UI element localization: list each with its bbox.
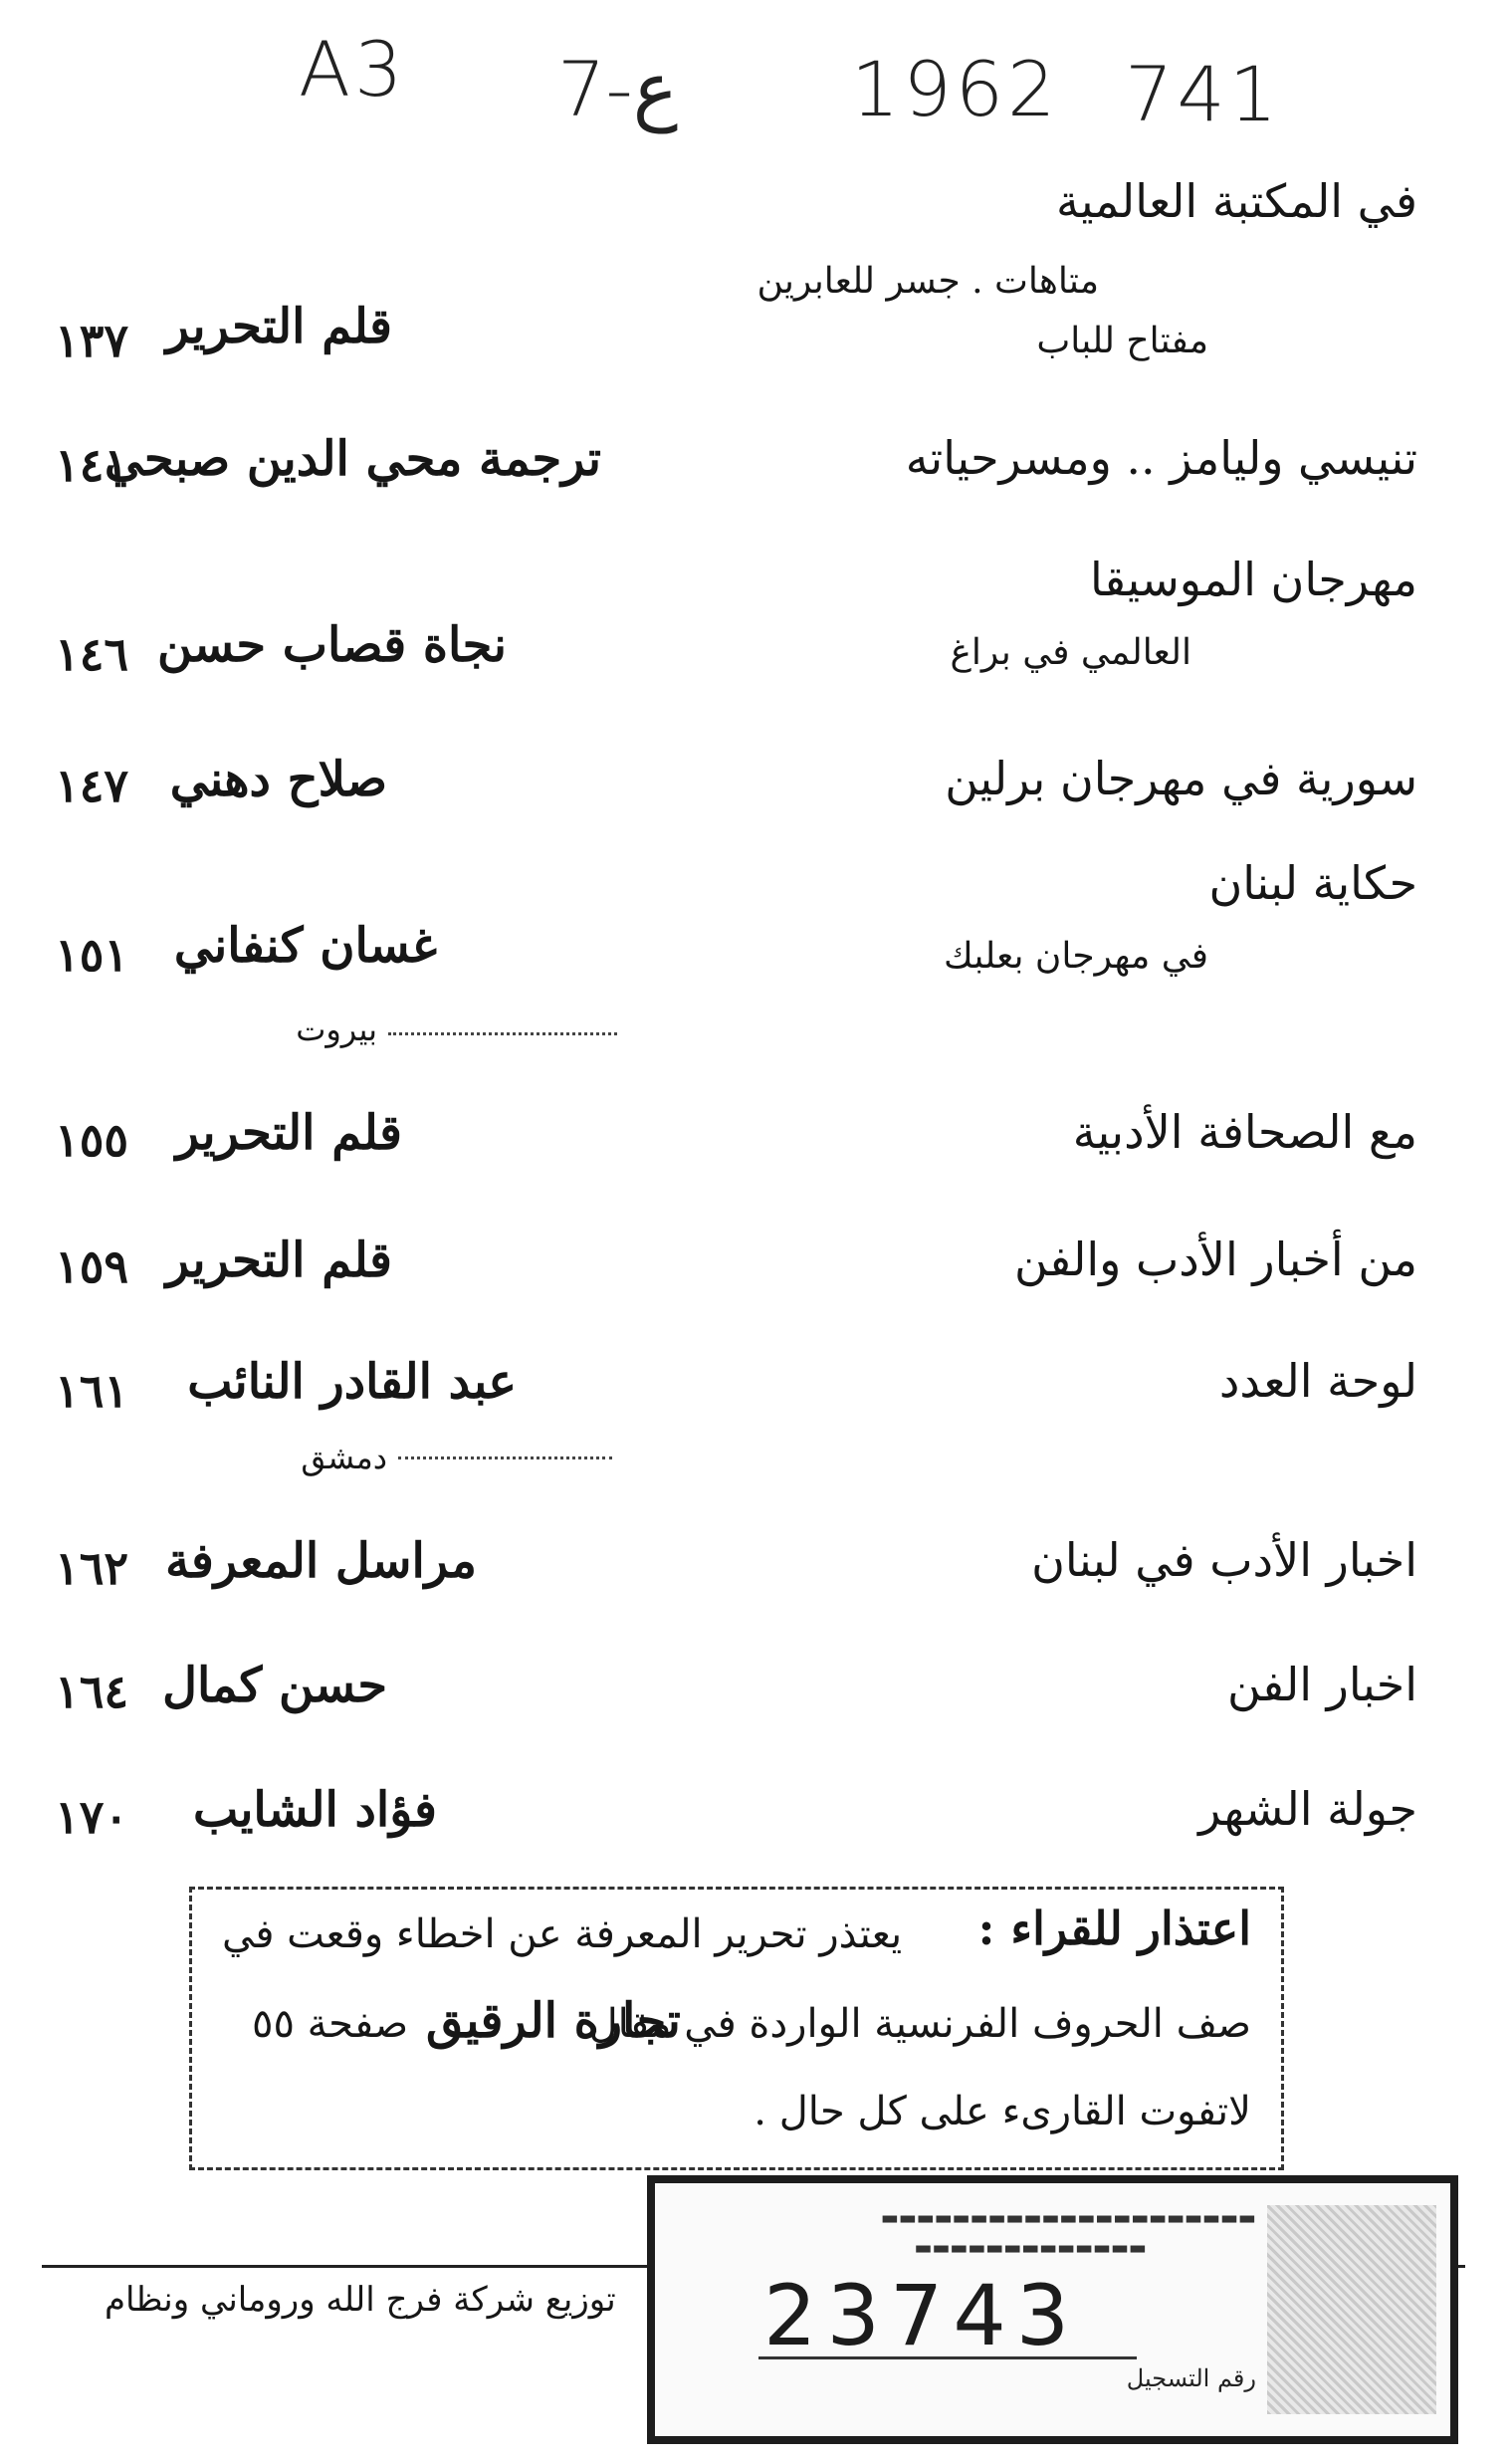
registration-label: رقم التسجيل: [1126, 2364, 1256, 2392]
entry-page: ١٥١: [55, 928, 129, 982]
apology-line-3: لاتفوت القارىء على كل حال .: [754, 2089, 1251, 2134]
entry-title: تنيسي وليامز .. ومسرحياته: [905, 431, 1417, 485]
entry-title: مهرجان الموسيقا: [1090, 553, 1417, 606]
entry-author: عبد القادر النائب: [187, 1354, 517, 1410]
entry-author: صلاح دهني: [169, 752, 387, 807]
entry-page: ١٥٥: [55, 1113, 129, 1167]
apology-line-2-part-b: صفحة ٥٥: [252, 2001, 409, 2047]
entry-title: اخبار الفن: [1226, 1658, 1417, 1711]
entry-title: سورية في مهرجان برلين: [945, 752, 1417, 805]
dotted-leader: [388, 1032, 617, 1035]
entry-page: ١٤٦: [55, 627, 129, 681]
entry-title: من أخبار الأدب والفن: [1014, 1232, 1417, 1286]
stamp-underline: [758, 2356, 1137, 2359]
apology-line-2-part-a: صف الحروف الفرنسية الواردة في مقال: [588, 2001, 1251, 2047]
stamp-body: [669, 2197, 1266, 2421]
entry-page: ١٤١: [55, 438, 129, 492]
entry-page: ١٥٩: [55, 1239, 129, 1293]
entry-subtitle: في مهرجان بعلبك: [943, 936, 1208, 977]
catalog-code-a3: A3: [299, 25, 407, 113]
readers-apology-box: [189, 1887, 1284, 2170]
entry-title: حكاية لبنان: [1208, 856, 1417, 910]
entry-title: متاهات . جسر للعابرين: [756, 261, 1099, 302]
entry-title: لوحة العدد: [1218, 1354, 1417, 1408]
entry-place: دمشق: [301, 1439, 387, 1476]
entry-author: قلم التحرير: [165, 1232, 392, 1288]
apology-article-title: تجارة الرقيق: [426, 1993, 681, 2049]
entry-author: حسن كمال: [162, 1658, 387, 1713]
entry-author: قلم التحرير: [175, 1105, 402, 1161]
stamp-printed-text: ▬▬▬▬▬▬▬▬▬▬▬▬▬▬▬▬▬▬▬▬▬: [881, 2207, 1256, 2229]
entry-page: ١٦٤: [55, 1665, 129, 1718]
stamp-printed-text: ▬▬▬▬▬▬▬▬▬▬▬▬▬: [914, 2237, 1147, 2259]
entry-author: مراسل المعرفة: [165, 1533, 477, 1589]
entry-title: اخبار الأدب في لبنان: [1031, 1533, 1417, 1587]
apology-line-1: يعتذر تحرير المعرفة عن اخطاء وقعت في: [222, 1911, 903, 1957]
entry-page: ١٦٢: [55, 1541, 129, 1595]
entry-author: ترجمة محي الدين صبحي: [104, 431, 601, 487]
entry-subtitle: العالمي في براغ: [950, 632, 1191, 673]
entry-subtitle: مفتاح للباب: [1036, 321, 1208, 361]
entry-place: بيروت: [296, 1010, 377, 1048]
registration-number: 23743: [763, 2267, 1080, 2364]
library-stamp: [647, 2175, 1458, 2444]
entry-title: مع الصحافة الأدبية: [1072, 1105, 1417, 1159]
entry-page: ١٤٧: [55, 759, 129, 812]
catalog-code-section: 7-ع: [557, 45, 679, 133]
entry-page: ١٣٧: [55, 314, 129, 367]
dotted-leader: [398, 1456, 612, 1459]
entry-page: ١٧٠: [55, 1790, 129, 1844]
apology-heading: اعتذار للقراء :: [977, 1902, 1251, 1955]
catalog-number: 741: [1125, 50, 1282, 138]
entry-page: ١٦١: [55, 1364, 129, 1418]
section-title: في المكتبة العالمية: [1056, 174, 1417, 228]
entry-author: قلم التحرير: [165, 299, 392, 354]
catalog-year: 1962: [851, 45, 1060, 133]
entry-title: جولة الشهر: [1198, 1782, 1417, 1836]
distribution-note: توزيع شركة فرج الله وروماني ونظام: [105, 2280, 616, 2320]
entry-author: فؤاد الشايب: [192, 1782, 437, 1838]
entry-author: نجاة قصاب حسن: [157, 617, 507, 673]
entry-author: غسان كنفاني: [173, 918, 437, 974]
stamp-seal: [1267, 2205, 1436, 2414]
